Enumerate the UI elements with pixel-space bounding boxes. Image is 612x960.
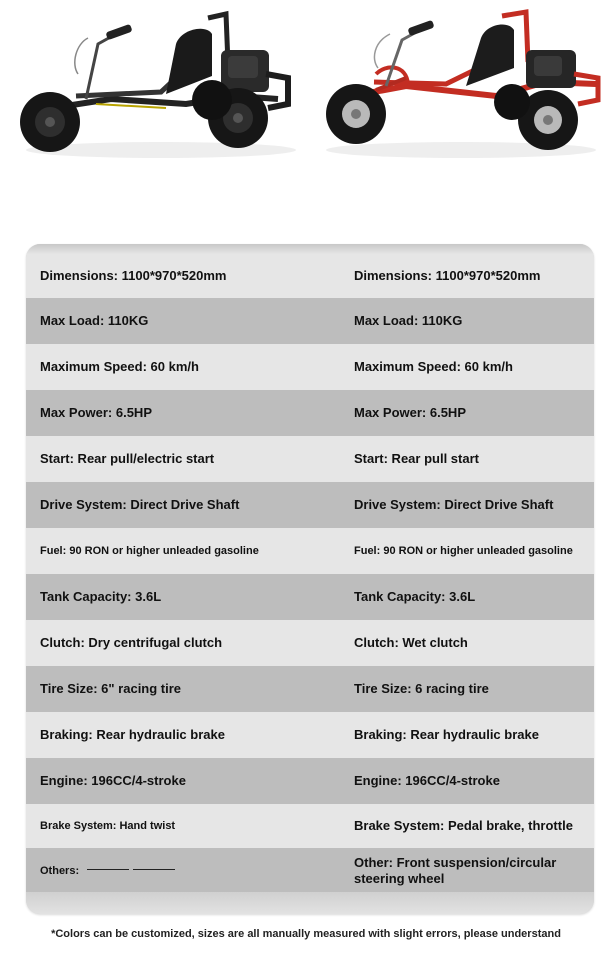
spec-left-max-power: Max Power: 6.5HP bbox=[40, 405, 152, 420]
spec-left-others-label: Others: bbox=[40, 865, 80, 877]
spec-left-drive-system: Drive System: Direct Drive Shaft bbox=[40, 497, 240, 512]
spec-right-start: Start: Rear pull start bbox=[354, 451, 479, 466]
spec-right-brake-system: Brake System: Pedal brake, throttle bbox=[354, 818, 573, 833]
spec-row-drive-system bbox=[26, 482, 594, 528]
spec-right-max-speed: Maximum Speed: 60 km/h bbox=[354, 359, 513, 374]
spec-right-tire-size: Tire Size: 6 racing tire bbox=[354, 681, 489, 696]
spec-right-max-power: Max Power: 6.5HP bbox=[354, 405, 466, 420]
footnote: *Colors can be customized, sizes are all manually measured with slight errors, please understand bbox=[51, 928, 561, 940]
spec-row-max-power bbox=[26, 390, 594, 436]
specs-table bbox=[26, 244, 594, 914]
spec-left-engine: Engine: 196CC/4-stroke bbox=[40, 773, 186, 788]
spec-right-tank-capacity: Tank Capacity: 3.6L bbox=[354, 589, 476, 604]
black-go-kart-image bbox=[16, 4, 306, 164]
spec-row-engine bbox=[26, 758, 594, 804]
product-photos bbox=[0, 0, 612, 200]
spec-right-max-load: Max Load: 110KG bbox=[354, 313, 463, 328]
spec-left-braking: Braking: Rear hydraulic brake bbox=[40, 727, 225, 742]
spec-left-tank-capacity: Tank Capacity: 3.6L bbox=[40, 589, 162, 604]
spec-row-max-load bbox=[26, 298, 594, 344]
spec-left-tire-size: Tire Size: 6" racing tire bbox=[40, 681, 182, 696]
spec-row-start bbox=[26, 436, 594, 482]
blank-line-2 bbox=[133, 869, 175, 870]
spec-row-max-speed bbox=[26, 344, 594, 390]
spec-row-tank-capacity bbox=[26, 574, 594, 620]
spec-row-brake-system bbox=[26, 804, 594, 848]
spec-row-tire-size bbox=[26, 666, 594, 712]
spec-right-fuel: Fuel: 90 RON or higher unleaded gasoline bbox=[354, 545, 573, 557]
red-go-kart-image bbox=[316, 4, 606, 164]
spec-left-others bbox=[40, 848, 340, 894]
spec-right-braking: Braking: Rear hydraulic brake bbox=[354, 727, 539, 742]
spec-row-braking bbox=[26, 712, 594, 758]
spec-left-max-speed: Maximum Speed: 60 km/h bbox=[40, 359, 199, 374]
spec-right-dimensions: Dimensions: 1100*970*520mm bbox=[354, 268, 541, 283]
spec-left-fuel: Fuel: 90 RON or higher unleaded gasoline bbox=[40, 545, 259, 557]
spec-row-clutch bbox=[26, 620, 594, 666]
spec-right-clutch: Clutch: Wet clutch bbox=[354, 635, 468, 650]
spec-right-engine: Engine: 196CC/4-stroke bbox=[354, 773, 500, 788]
spec-left-start: Start: Rear pull/electric start bbox=[40, 451, 215, 466]
spec-right-others: Other: Front suspension/circular steering wheel bbox=[354, 855, 557, 886]
spec-left-brake-system: Brake System: Hand twist bbox=[40, 820, 176, 832]
spec-right-drive-system: Drive System: Direct Drive Shaft bbox=[354, 497, 554, 512]
blank-line-1 bbox=[87, 869, 129, 870]
spec-left-clutch: Clutch: Dry centrifugal clutch bbox=[40, 635, 223, 650]
spec-left-max-load: Max Load: 110KG bbox=[40, 313, 149, 328]
spec-row-others bbox=[26, 848, 594, 894]
spec-row-dimensions bbox=[26, 254, 594, 298]
card-top-band bbox=[26, 244, 594, 254]
card-bottom-band bbox=[26, 892, 594, 914]
spec-row-fuel bbox=[26, 528, 594, 574]
spec-left-dimensions: Dimensions: 1100*970*520mm bbox=[40, 268, 227, 283]
